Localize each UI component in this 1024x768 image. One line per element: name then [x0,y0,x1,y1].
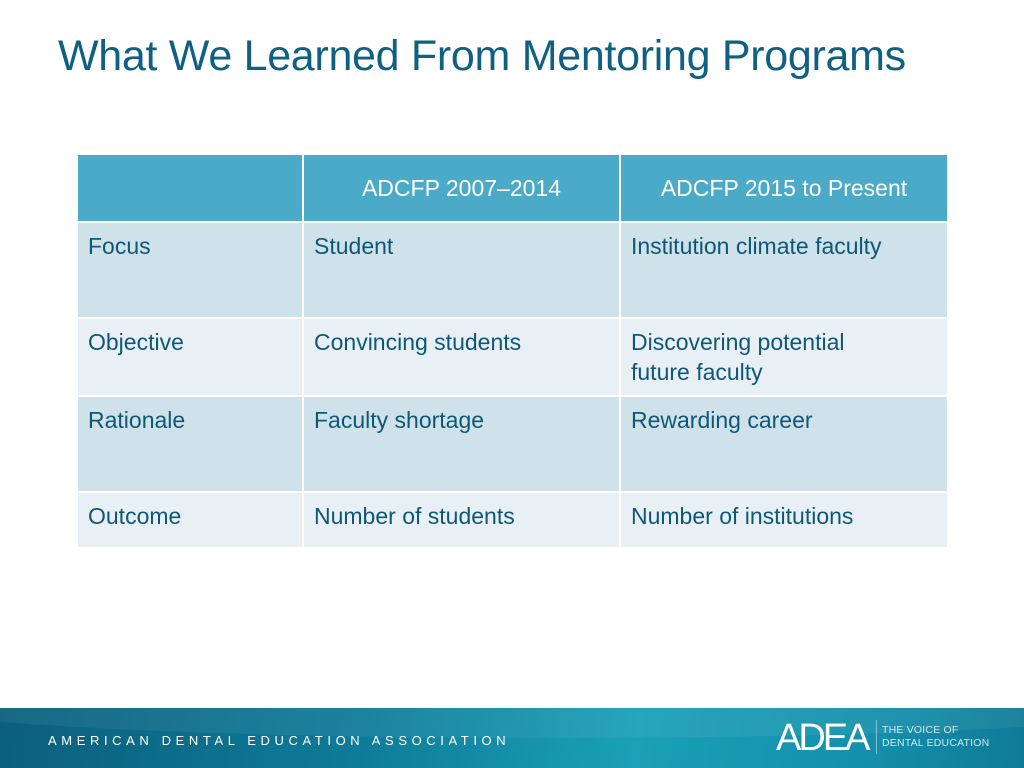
adea-logo: ADEA [776,717,868,759]
row-label: Rationale [77,396,303,492]
table-cell: Rewarding career [620,396,948,492]
table-cell: Convincing students [303,318,620,396]
header-empty [77,154,303,222]
table-row-rationale [77,396,948,492]
table-cell: Discovering potential future faculty [620,318,948,396]
table-header-row [77,154,948,222]
row-label: Focus [77,222,303,318]
row-label: Objective [77,318,303,396]
table-cell: Number of institutions [620,492,948,548]
table-cell: Institution climate faculty [620,222,948,318]
header-2007-2014: ADCFP 2007–2014 [303,154,620,222]
tagline-line-1: THE VOICE OF [882,724,959,736]
table-cell: Student [303,222,620,318]
comparison-table [76,153,949,549]
table-row-objective [77,318,948,396]
footer-banner [0,708,1024,768]
organization-name: AMERICAN DENTAL EDUCATION ASSOCIATION [48,733,511,748]
header-2015-present: ADCFP 2015 to Present [620,154,948,222]
logo-tagline [882,724,989,750]
table-row-outcome [77,492,948,548]
tagline-line-2: DENTAL EDUCATION [882,737,990,749]
table-row-focus [77,222,948,318]
table-cell: Faculty shortage [303,396,620,492]
table-cell: Number of students [303,492,620,548]
logo-divider [876,720,877,754]
slide-title: What We Learned From Mentoring Programs [58,32,906,80]
row-label: Outcome [77,492,303,548]
